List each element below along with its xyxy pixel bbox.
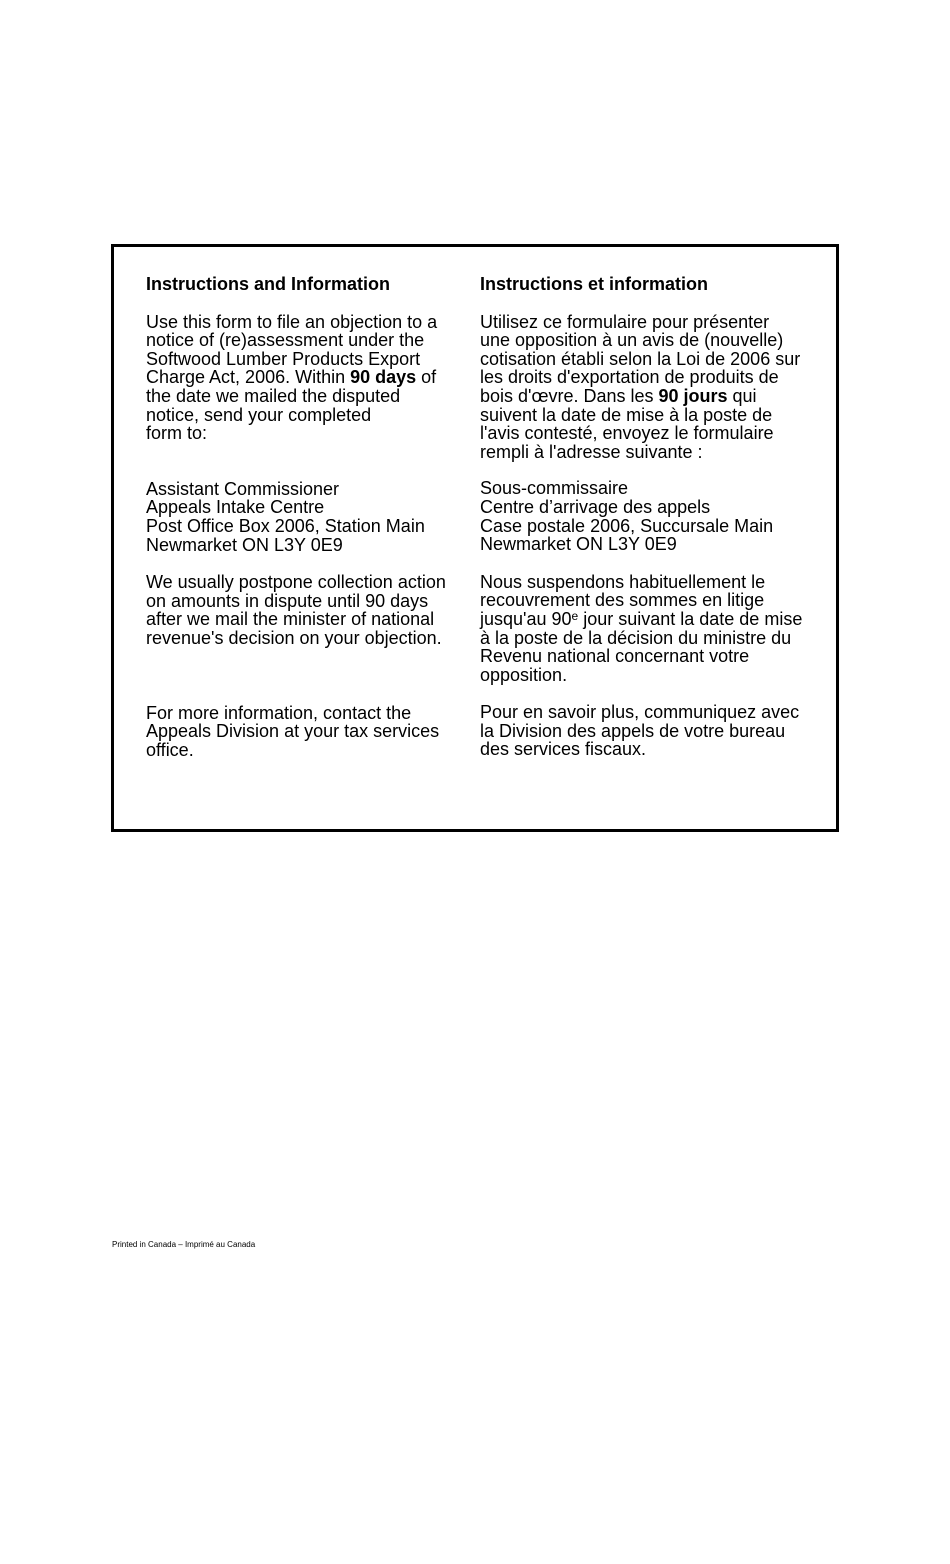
french-collection-paragraph: [480, 573, 820, 685]
text-run: of: [416, 367, 437, 388]
text-line: à la poste de la décision du ministre du: [480, 627, 792, 648]
text-line: Utilisez ce formulaire pour présenter: [480, 311, 770, 332]
text-line: revenue's decision on your objection.: [146, 627, 442, 648]
text-line: la Division des appels de votre bureau: [480, 720, 786, 741]
french-intro-paragraph: [480, 313, 820, 462]
text-line: after we mail the minister of national: [146, 609, 435, 630]
text-line: form to:: [146, 423, 208, 444]
text-line: [480, 610, 820, 629]
english-column: [146, 275, 466, 759]
text-line: recouvrement des sommes en litige: [480, 590, 765, 611]
text-line: opposition.: [480, 664, 568, 685]
french-more-info-paragraph: [480, 703, 820, 759]
english-heading: Instructions and Information: [146, 274, 391, 294]
address-line: Assistant Commissioner: [146, 478, 340, 499]
text-run: qui: [727, 385, 757, 406]
text-line: Nous suspendons habituellement le: [480, 571, 766, 592]
text-line: les droits d'exportation de produits de: [480, 367, 779, 388]
text-line: l'avis contesté, envoyez le formulaire: [480, 423, 774, 444]
text-line: office.: [146, 739, 194, 760]
text-line: une opposition à un avis de (nouvelle): [480, 330, 784, 351]
text-line: cotisation établi selon la Loi de 2006 sur: [480, 348, 801, 369]
english-address: [146, 480, 466, 554]
text-line: notice of (re)assessment under the: [146, 330, 425, 351]
text-line: Pour en savoir plus, communiquez avec: [480, 702, 800, 723]
text-line: notice, send your completed: [146, 404, 372, 425]
text-line: des services fiscaux.: [480, 739, 647, 760]
superscript: e: [571, 608, 579, 623]
french-column: [480, 275, 820, 759]
text-line: We usually postpone collection action: [146, 572, 446, 593]
deadline-bold: 90 days: [350, 367, 417, 388]
printed-in-canada-footer: Printed in Canada – Imprimé au Canada: [112, 1240, 256, 1249]
address-line: Post Office Box 2006, Station Main: [146, 515, 425, 536]
address-line: Newmarket ON L3Y 0E9: [480, 534, 677, 555]
text-run: jusqu'au 90: [480, 608, 572, 629]
text-run: Charge Act, 2006. Within: [146, 367, 351, 388]
english-intro-paragraph: [146, 313, 466, 443]
text-line: Appeals Division at your tax services: [146, 721, 440, 742]
text-line: [480, 387, 820, 406]
text-line: [146, 368, 466, 387]
english-more-info-paragraph: [146, 704, 466, 760]
french-heading: Instructions et information: [480, 274, 709, 294]
text-line: Revenu national concernant votre: [480, 646, 750, 667]
deadline-bold: 90 jours: [658, 385, 728, 406]
text-line: rempli à l'adresse suivante :: [480, 441, 703, 462]
french-address: [480, 479, 820, 553]
text-run: jour suivant la date de mise: [578, 608, 803, 629]
text-line: For more information, contact the: [146, 702, 412, 723]
text-line: Use this form to file an objection to a: [146, 311, 438, 332]
text-line: Softwood Lumber Products Export: [146, 348, 421, 369]
text-line: on amounts in dispute until 90 days: [146, 590, 429, 611]
address-line: Case postale 2006, Succursale Main: [480, 515, 774, 536]
text-line: suivent la date de mise à la poste de: [480, 404, 773, 425]
address-line: Appeals Intake Centre: [146, 497, 325, 518]
text-line: the date we mailed the disputed: [146, 385, 401, 406]
address-line: Centre d’arrivage des appels: [480, 496, 711, 517]
text-run: bois d'œvre. Dans les: [480, 385, 659, 406]
address-line: Newmarket ON L3Y 0E9: [146, 534, 343, 555]
address-line: Sous-commissaire: [480, 478, 629, 499]
english-collection-paragraph: [146, 573, 466, 647]
